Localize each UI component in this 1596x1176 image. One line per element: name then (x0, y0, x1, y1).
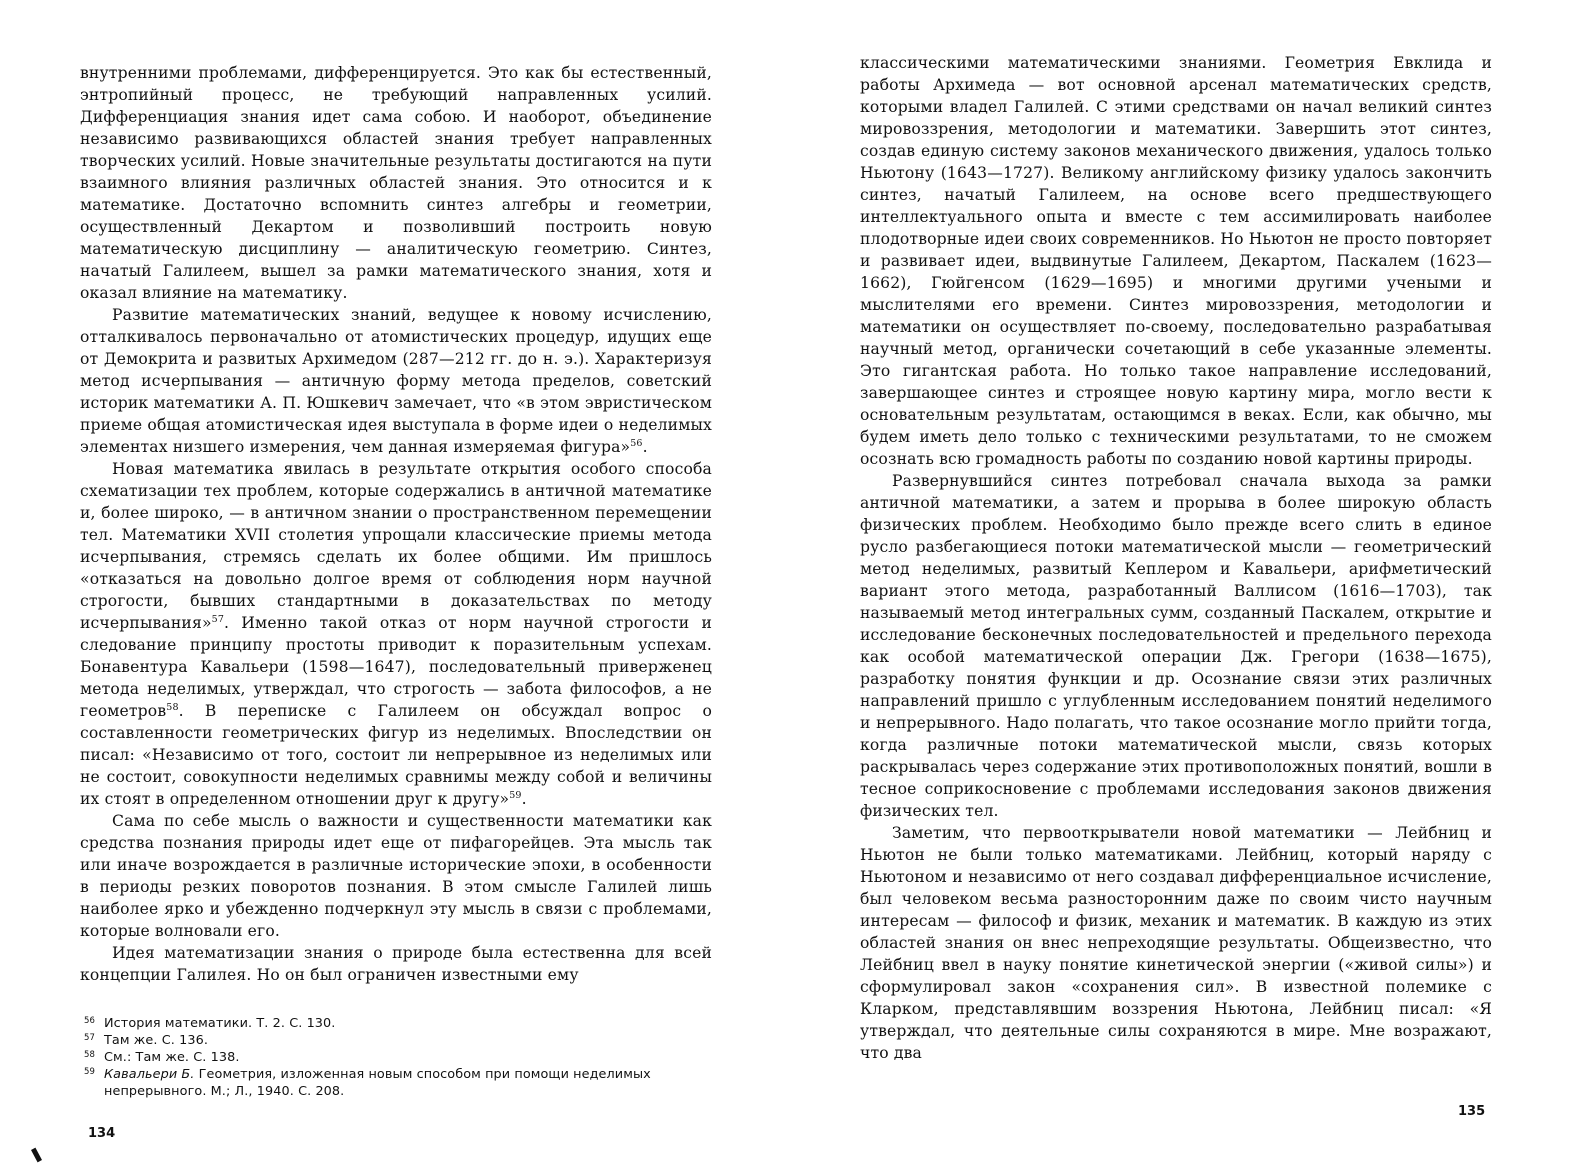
footnote-ref[interactable]: 58 (166, 701, 179, 713)
paragraph-text: . В переписке с Галилеем он обсуждал вопрос о составленности геометрических фигур из неделимых. Впоследствии он писал: «Независимо от того, состоит ли непрерывное из неделимых или не состоит, совокупности неделимых сравнимы между собой и величины их стоят в определенном отношении друг к другу» (80, 702, 712, 808)
footnote-text: Там же. С. 136. (104, 1033, 208, 1048)
page-number: 135 (1458, 1104, 1486, 1119)
paragraph (80, 458, 712, 810)
left-page-body (80, 62, 712, 986)
footnote-text: Геометрия, изложенная новым способом при помощи неделимых непрерывного. М.; Л., 1940. С. 208. (104, 1067, 651, 1099)
footnote (80, 1032, 720, 1049)
footnote (80, 1049, 720, 1066)
right-page-body (860, 52, 1492, 1064)
right-page (798, 0, 1596, 1176)
footnote-ref[interactable]: 57 (211, 613, 225, 625)
paragraph-text: . (521, 790, 527, 808)
footnotes (80, 1015, 720, 1100)
footnote-text: См.: Там же. С. 138. (104, 1050, 240, 1065)
paragraph-text: Развитие математических знаний, ведущее к новому исчислению, отталкивалось первоначально от атомистических процедур, идущих еще от Демокрита и развитых Архимедом (287—212 гг. до н. э.). Характеризуя метод исчерпывания — античную форму метода пределов, советский историк математики А. П. Юшкевич замечает, что «в этом эвристическом приеме общая атомистическая идея выступала в форме идеи о неделимых элементах низшего измерения, чем данная измеряемая фигура» (80, 306, 712, 456)
paragraph-text: . Именно такой отказ от норм научной строгости и следование принципу простоты приводит к поразительным успехам. Бонавентура Кавальери (1598—1647), последовательный приверженец метода неделимых, утверждал, что строгость — забота философов, а не геометров (80, 614, 712, 720)
footnote (80, 1066, 720, 1100)
paragraph: Идея математизации знания о природе была естественна для всей концепции Галилея. Но он был ограничен известными ему (80, 944, 712, 984)
paragraph: Заметим, что первооткрыватели новой математики — Лейбниц и Ньютон не были только математиками. Лейбниц, который наряду с Ньютоном и независимо от него создавал дифференциальное исчисление, был человеком весьма разносторонним даже по своим чисто научным интересам — философ и физик, механик и математик. В каждую из этих областей знания он внес непреходящие результаты. Общеизвестно, что Лейбниц ввел в науку понятие кинетической энергии («живой силы») и сформулировал закон «сохранения сил». В известной полемике с Кларком, представлявшим воззрения Ньютона, Лейбниц писал: «Я утверждал, что деятельные силы сохраняются в мире. Мне возражают, что два (860, 824, 1492, 1062)
footnote-author: Кавальери Б. (104, 1067, 195, 1082)
footnote-ref[interactable]: 56 (630, 437, 643, 449)
page-number: 134 (88, 1126, 116, 1141)
paragraph: Развернувшийся синтез потребовал сначала выхода за рамки античной математики, а затем и прорыва в более широкую область физических проблем. Необходимо было прежде всего слить в единое русло разбегающиеся потоки математической мысли — геометрический метод неделимых, развитый Кеплером и Кавальери, арифметический вариант этого метода, разработанный Валлисом (1616—1703), так называемый метод интегральных сумм, созданный Паскалем, открытие и исследование бесконечных последовательностей и предельного перехода как особой математической операции Дж. Грегори (1638—1675), разработку понятия функции и др. Осознание связи этих различных направлений пришло с углубленным исследованием понятий неделимого и непрерывного. Надо полагать, что такое осознание могло прийти тогда, когда различные потоки математической мысли, связь которых раскрывалась через содержание этих противоположных понятий, вошли в тесное соприкосновение с проблемами исследования законов движения физических тел. (860, 472, 1492, 820)
paragraph (80, 304, 712, 458)
scan-artifact (31, 1148, 42, 1163)
paragraph: внутренними проблемами, дифференцируется. Это как бы естественный, энтропийный процесс, не требующий направленных усилий. Дифференциация знания идет сама собою. И наоборот, объединение независимо развивающихся областей знания требует направленных творческих усилий. Новые значительные результаты достигаются на пути взаимного влияния различных областей знания. Это относится и к математике. Достаточно вспомнить синтез алгебры и геометрии, осуществленный Декартом и позволивший построить новую математическую дисциплину — аналитическую геометрию. Синтез, начатый Галилеем, вышел за рамки математического знания, хотя и оказал влияние на математику. (80, 64, 712, 302)
footnote-ref[interactable]: 59 (509, 789, 522, 801)
paragraph-text: . (642, 438, 648, 456)
footnote-number: 59 (84, 1067, 96, 1077)
footnote-number: 57 (84, 1033, 96, 1043)
paragraph-text: Новая математика явилась в результате открытия особого способа схематизации тех проблем, которые содержались в античной математике и, более широко, — в античном знании о пространственном перемещении тел. Математики XVII столетия упрощали классические приемы метода исчерпывания, стремясь сделать их более общими. Им пришлось «отказаться на довольно долгое время от соблюдения норм научной строгости, бывших стандартными в доказательствах по методу исчерпывания» (80, 460, 712, 632)
footnote-text: История математики. Т. 2. С. 130. (104, 1016, 336, 1031)
paragraph: Сама по себе мысль о важности и существенности математики как средства познания природы идет еще от пифагорейцев. Эта мысль так или иначе возрождается в различные исторические эпохи, в особенности в периоды резких поворотов познания. В этом смысле Галилей лишь наиболее ярко и убежденно подчеркнул эту мысль в связи с проблемами, которые волновали его. (80, 812, 712, 940)
paragraph: классическими математическими знаниями. Геометрия Евклида и работы Архимеда — вот основной арсенал математических средств, которыми владел Галилей. С этими средствами он начал великий синтез мировоззрения, методологии и математики. Завершить этот синтез, создав единую систему законов механического движения, удалось только Ньютону (1643—1727). Великому английскому физику удалось закончить синтез, начатый Галилеем, на основе всего предшествующего интеллектуального опыта и вместе с тем ассимилировать наиболее плодотворные идеи своих современников. Но Ньютон не просто повторяет и развивает идеи, выдвинутые Галилеем, Декартом, Паскалем (1623—1662), Гюйгенсом (1629—1695) и многими другими учеными и мыслителями его времени. Синтез мировоззрения, методологии и математики он осуществляет по-своему, последовательно разрабатывая научный метод, органически сочетающий в себе указанные элементы. Это гигантская работа. Но только такое направление исследований, завершающее синтез и строящее новую картину мира, могло вести к основательным результатам, остающимся в веках. Если, как обычно, мы будем иметь дело только с техническими результатами, то не сможем осознать всю громадность работы по созданию новой картины природы. (860, 54, 1493, 468)
footnote-number: 56 (84, 1016, 96, 1026)
footnote-number: 58 (84, 1050, 96, 1060)
footnote (80, 1015, 720, 1032)
